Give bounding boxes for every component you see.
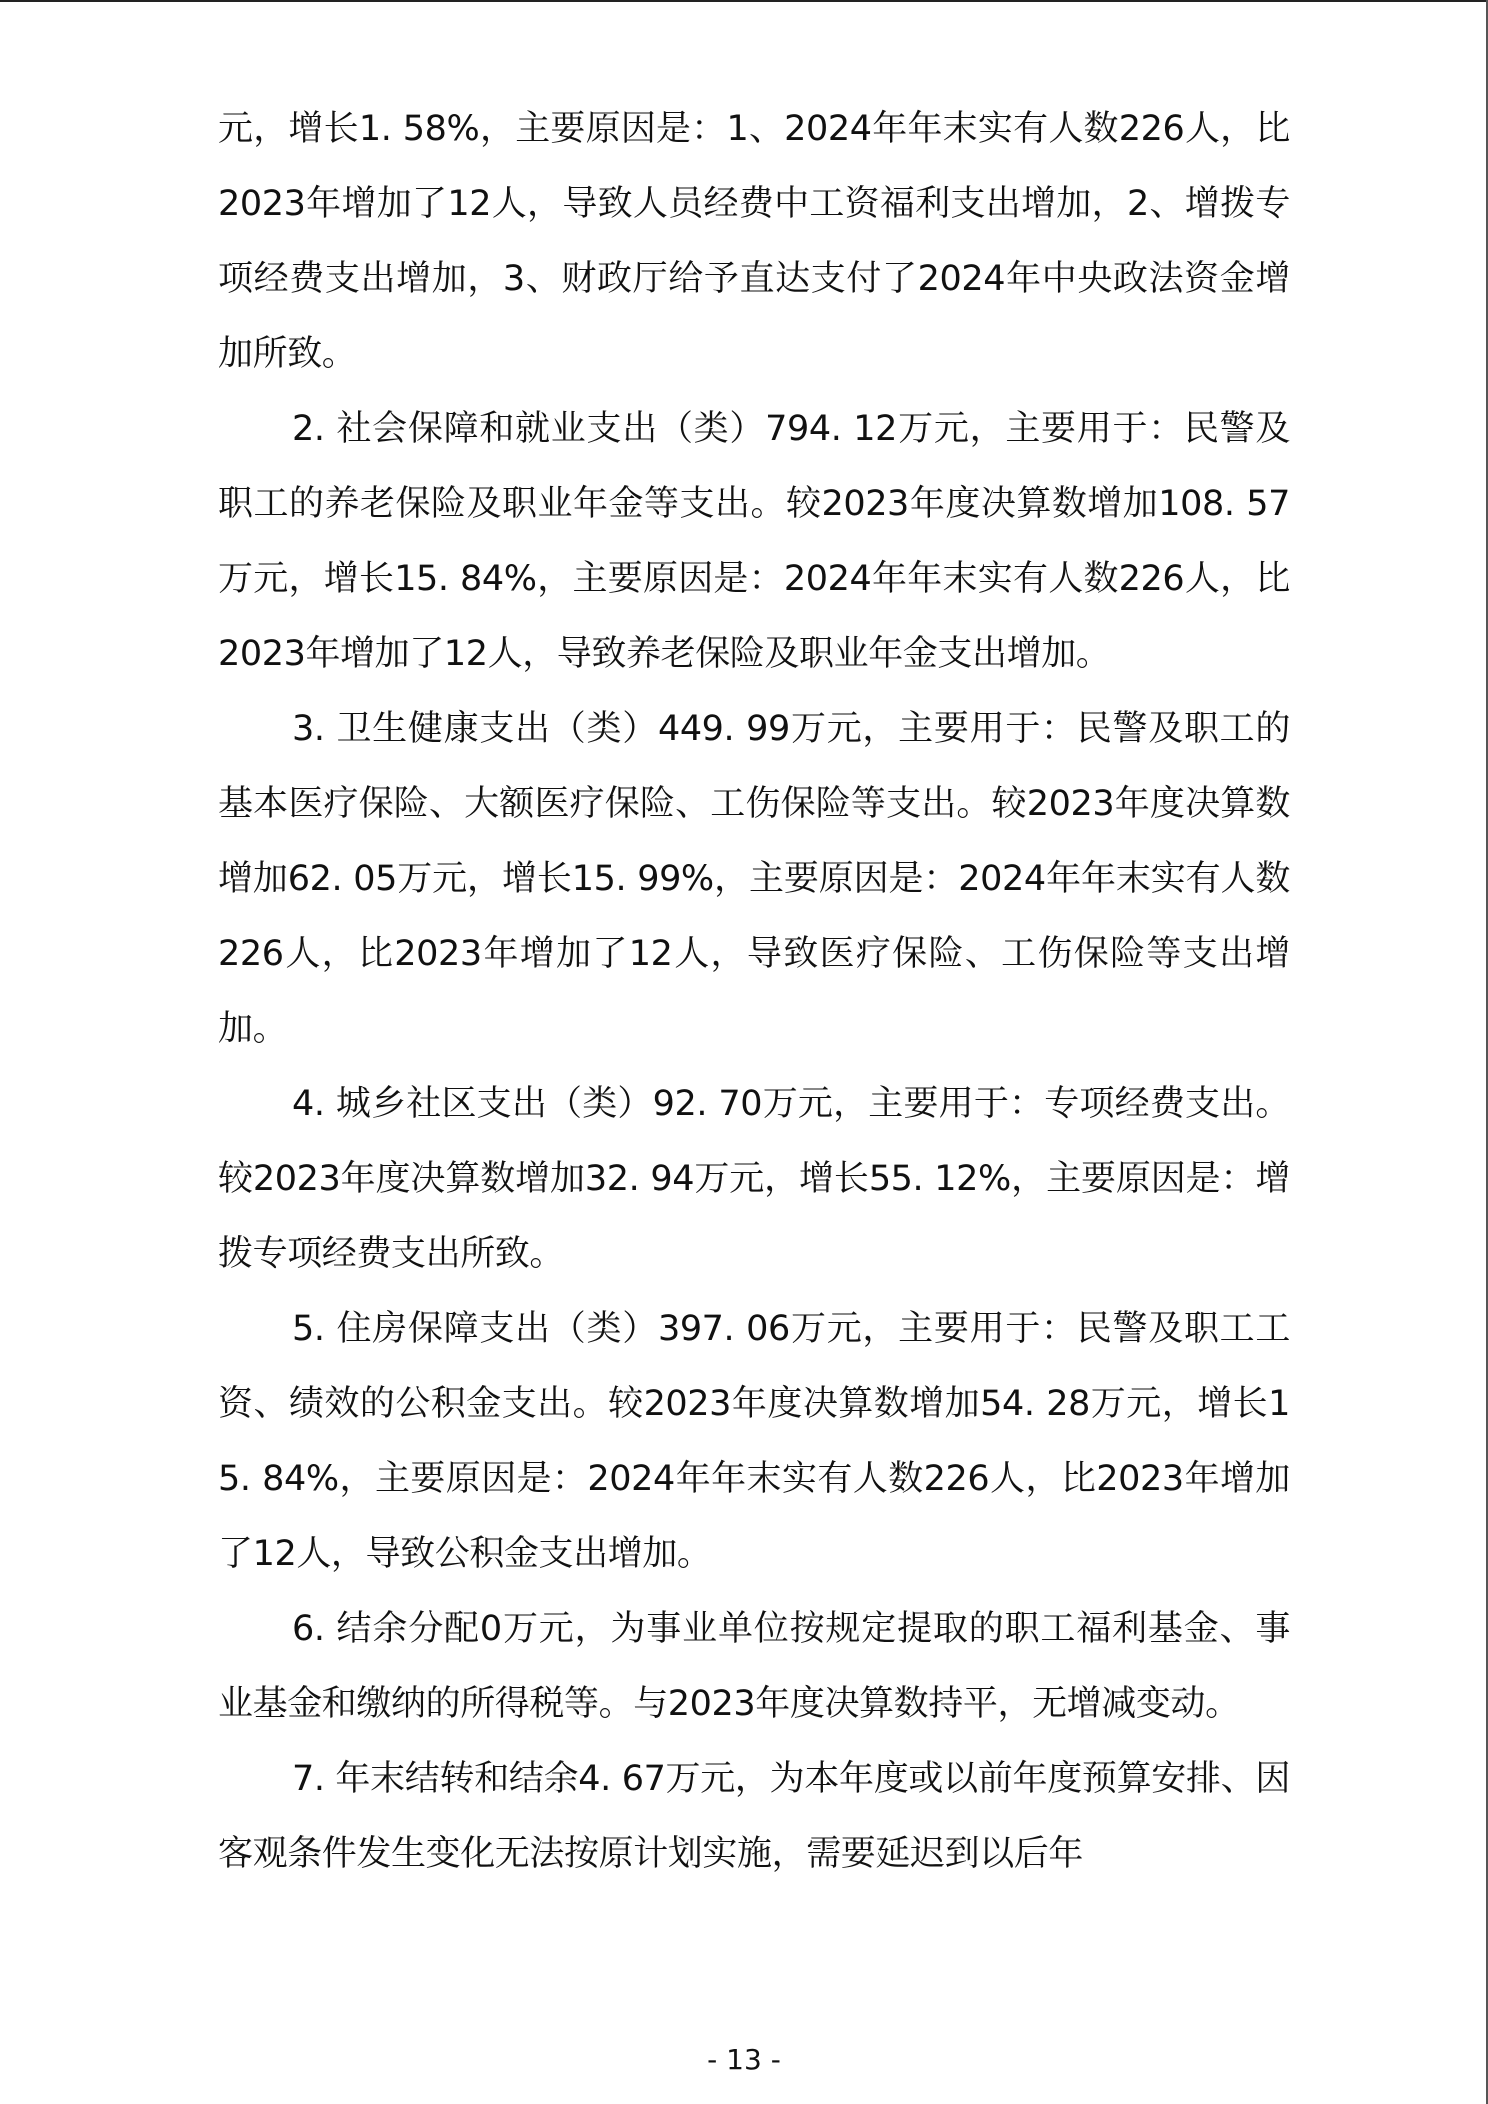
paragraph-social-security: 2. 社会保障和就业支出（类）794. 12万元，主要用于：民警及职工的养老保险及职业年金等支出。较2023年度决算数增加108. 57万元，增长15. 84%，主要原因是：2024年年末实有人数226人，比2023年增加了12人，导致养老保险及职业年金支出增加。	[218, 409, 1290, 674]
paragraph-surplus-distribution: 6. 结余分配0万元，为事业单位按规定提取的职工福利基金、事业基金和缴纳的所得税等。与2023年度决算数持平，无增减变动。	[218, 1609, 1290, 1724]
paragraph-continuation: 元，增长1. 58%，主要原因是：1、2024年年末实有人数226人，比2023年增加了12人，导致人员经费中工资福利支出增加，2、增拨专项经费支出增加，3、财政厅给予直达支付了2024年中央政法资金增加所致。	[218, 109, 1290, 374]
page-number: - 13 -	[707, 2043, 781, 2076]
paragraph-urban-rural: 4. 城乡社区支出（类）92. 70万元，主要用于：专项经费支出。较2023年度决算数增加32. 94万元，增长55. 12%，主要原因是：增拨专项经费支出所致。	[218, 1084, 1290, 1274]
paragraph-housing: 5. 住房保障支出（类）397. 06万元，主要用于：民警及职工工资、绩效的公积金支出。较2023年度决算数增加54. 28万元，增长15. 84%，主要原因是：2024年年末实有人数226人，比2023年增加了12人，导致公积金支出增加。	[218, 1309, 1290, 1574]
top-border-line	[0, 0, 1488, 2]
document-body	[218, 92, 1290, 1892]
paragraph-year-end-carryover: 7. 年末结转和结余4. 67万元，为本年度或以前年度预算安排、因客观条件发生变化无法按原计划实施，需要延迟到以后年	[218, 1759, 1290, 1874]
paragraph-health: 3. 卫生健康支出（类）449. 99万元，主要用于：民警及职工的基本医疗保险、大额医疗保险、工伤保险等支出。较2023年度决算数增加62. 05万元，增长15. 99%，主要原因是：2024年年末实有人数226人，比2023年增加了12人，导致医疗保险、工伤保险等支出增加。	[218, 709, 1290, 1049]
